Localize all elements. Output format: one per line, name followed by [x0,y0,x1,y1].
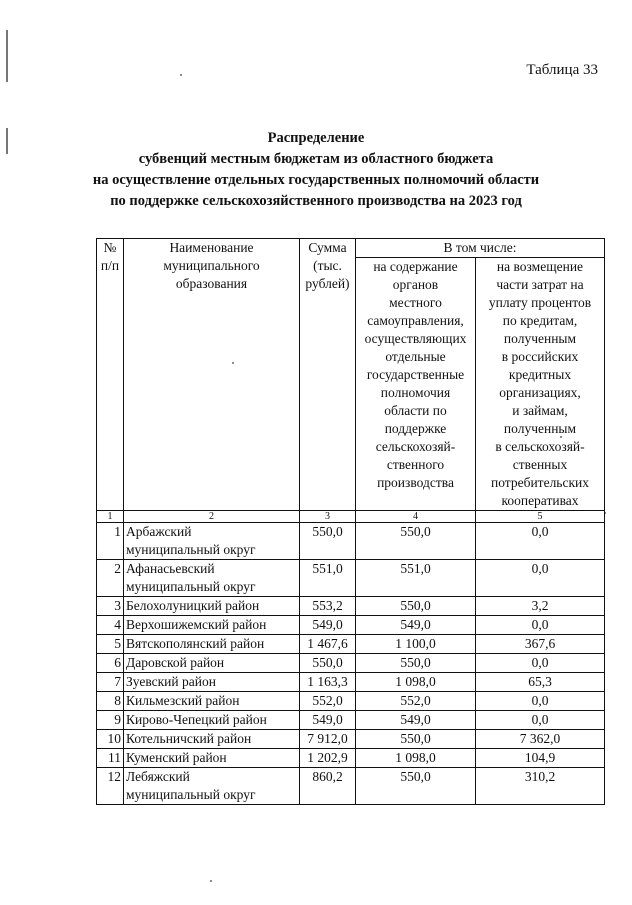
interest-amount: 0,0 [476,523,605,560]
total-amount: 553,2 [300,597,356,616]
cell-line: отдельные [385,349,446,364]
municipality-name [124,730,300,749]
municipality-name [124,654,300,673]
header-name [124,239,300,511]
admin-amount: 549,0 [356,616,476,635]
cell-line: муниципальный округ [126,542,256,557]
table-row [97,616,605,635]
column-number: 2 [124,511,300,523]
municipality-name [124,523,300,560]
title-line: на осуществление отдельных государственных полномочий области [92,172,540,188]
header-col4 [356,258,476,511]
row-number: 10 [97,730,124,749]
total-amount: 549,0 [300,711,356,730]
admin-amount: 551,0 [356,560,476,597]
admin-amount: 549,0 [356,711,476,730]
total-amount: 7 912,0 [300,730,356,749]
row-number: 6 [97,654,124,673]
cell-line: Котельничский район [126,731,252,746]
column-number: 4 [356,511,476,523]
cell-line: ственного [386,457,445,472]
cell-line: Афанасьевский [126,561,215,576]
cell-line: Арбажский [126,524,192,539]
cell-line: муниципального [163,258,260,273]
cell-line: образования [175,276,248,291]
subsidy-distribution-table [96,238,605,805]
municipality-name [124,673,300,692]
interest-amount: 0,0 [476,616,605,635]
cell-line: муниципальный округ [126,787,256,802]
interest-amount: 65,3 [476,673,605,692]
document-title [0,128,632,212]
row-number: 2 [97,560,124,597]
cell-line: кредитных [508,367,572,382]
cell-line: и займам, [512,403,568,418]
total-amount: 550,0 [300,523,356,560]
table-number: Таблица 33 [526,62,598,78]
title-line: по поддержке сельскохозяйственного производства на 2023 год [110,193,522,209]
municipality-name [124,635,300,654]
table-row [97,523,605,560]
row-number: 11 [97,749,124,768]
table-row [97,768,605,805]
cell-line: Белохолуницкий район [126,598,260,613]
cell-line: сельскохозяй- [375,439,456,454]
admin-amount: 550,0 [356,597,476,616]
total-amount: 1 467,6 [300,635,356,654]
cell-line: государственные [366,367,465,382]
title-line: Распределение [267,130,365,146]
header-col5 [476,258,605,511]
total-amount: 1 163,3 [300,673,356,692]
interest-amount: 367,6 [476,635,605,654]
cell-line: Куменский район [126,750,227,765]
total-amount: 549,0 [300,616,356,635]
column-number: 1 [97,511,124,523]
admin-amount: 550,0 [356,730,476,749]
cell-line: на возмещение [496,259,584,274]
cell-line: рублей) [305,276,350,291]
row-number: 8 [97,692,124,711]
cell-line: п/п [100,258,120,273]
header-including: В том числе: [356,239,605,258]
row-number: 5 [97,635,124,654]
header-row [97,239,605,258]
total-amount: 551,0 [300,560,356,597]
cell-line: (тыс. [313,258,342,273]
admin-amount: 550,0 [356,523,476,560]
column-number: 5 [476,511,605,523]
cell-line: производства [377,475,454,490]
cell-line: уплату процентов [488,295,592,310]
interest-amount: 0,0 [476,560,605,597]
admin-amount: 1 100,0 [356,635,476,654]
interest-amount: 7 362,0 [476,730,605,749]
municipality-name [124,616,300,635]
cell-line: Кильмезский район [126,693,240,708]
cell-line: по кредитам, [502,313,578,328]
table-row [97,597,605,616]
row-number: 12 [97,768,124,805]
row-number: 4 [97,616,124,635]
cell-line: Зуевский район [126,674,216,689]
table-row [97,692,605,711]
cell-line: на содержание [373,259,458,274]
cell-line: полученным [503,331,577,346]
municipality-name [124,768,300,805]
cell-line: в российских [501,349,579,364]
cell-line: в сельскохозяй- [495,439,585,454]
cell-line: местного [389,295,442,310]
title-line: субвенций местным бюджетам из областного бюджета [138,151,494,167]
row-number: 9 [97,711,124,730]
header-sum [300,239,356,511]
cell-line: ственных [512,457,568,472]
admin-amount: 1 098,0 [356,749,476,768]
table-row [97,730,605,749]
admin-amount: 550,0 [356,654,476,673]
municipality-name [124,597,300,616]
column-number-row [97,511,605,523]
interest-amount: 3,2 [476,597,605,616]
cell-line: части затрат на [496,277,584,292]
cell-line: органов [392,277,439,292]
cell-line: осуществляющих [364,331,467,346]
cell-line: потребительских [490,475,589,490]
table-row [97,673,605,692]
admin-amount: 552,0 [356,692,476,711]
cell-line: полномочия [380,385,451,400]
cell-line: поддержке [384,421,447,436]
row-number: 1 [97,523,124,560]
municipality-name [124,692,300,711]
municipality-name [124,749,300,768]
row-number: 7 [97,673,124,692]
header-num [97,239,124,511]
table-row [97,749,605,768]
row-number: 3 [97,597,124,616]
total-amount: 550,0 [300,654,356,673]
cell-line: муниципальный округ [126,579,256,594]
admin-amount: 1 098,0 [356,673,476,692]
scan-speck [180,74,182,76]
scan-edge-mark-top [6,30,8,82]
interest-amount: 104,9 [476,749,605,768]
interest-amount: 0,0 [476,711,605,730]
table-row [97,711,605,730]
cell-line: Верхошижемский район [126,617,267,632]
total-amount: 1 202,9 [300,749,356,768]
cell-line: области по [384,403,447,418]
cell-line: самоуправления, [367,313,464,328]
cell-line: Лебяжский [126,769,190,784]
cell-line: Наименование [169,240,254,255]
cell-line: Кирово-Чепецкий район [126,712,267,727]
cell-line: Вятскополянский район [126,636,265,651]
table-row [97,560,605,597]
total-amount: 860,2 [300,768,356,805]
cell-line: № [103,240,117,255]
admin-amount: 550,0 [356,768,476,805]
cell-line: Сумма [308,240,347,255]
cell-line: полученным [503,421,577,436]
municipality-name [124,560,300,597]
interest-amount: 0,0 [476,692,605,711]
cell-line: кооперативах [501,493,579,508]
cell-line: организациях, [499,385,581,400]
table-row [97,654,605,673]
cell-line: Даровской район [126,655,225,670]
table-row [97,635,605,654]
interest-amount: 310,2 [476,768,605,805]
scan-speck [210,880,212,882]
interest-amount: 0,0 [476,654,605,673]
total-amount: 552,0 [300,692,356,711]
column-number: 3 [300,511,356,523]
municipality-name [124,711,300,730]
